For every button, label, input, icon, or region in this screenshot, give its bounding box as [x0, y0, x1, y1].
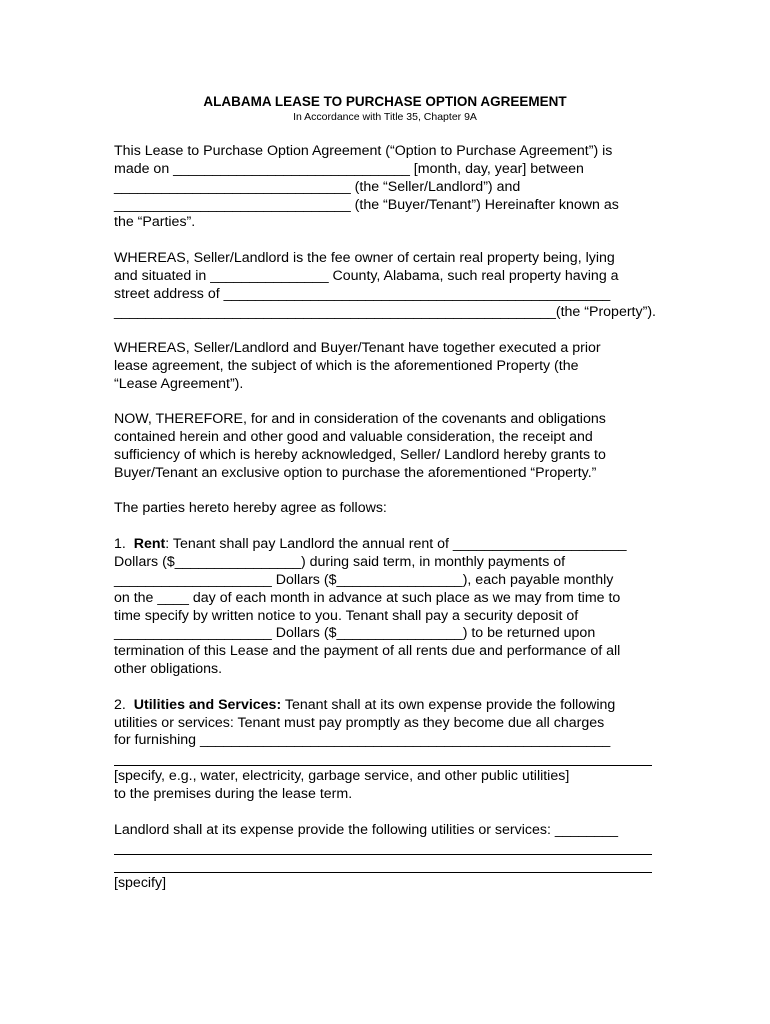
- whereas2-line: “Lease Agreement”).: [114, 376, 244, 392]
- intro-line: ______________________________ (the “Seller/Landlord”) and: [114, 179, 521, 195]
- rent-label: Rent: [133, 536, 166, 552]
- utilities-blank-rule: [114, 765, 652, 766]
- rent-number: 1.: [114, 536, 134, 552]
- intro-line: This Lease to Purchase Option Agreement (“Option to Purchase Agreement”) is: [114, 143, 613, 159]
- landlord-specify: [specify]: [114, 875, 167, 891]
- intro-line: ______________________________ (the “Buyer/Tenant”) Hereinafter known as: [114, 197, 619, 213]
- rent-text: : Tenant shall pay Landlord the annual rent of ______________________: [165, 536, 627, 552]
- utilities-text: Tenant shall at its own expense provide the following: [281, 697, 616, 713]
- landlord-utilities-line: Landlord shall at its expense provide the following utilities or services: ________: [114, 822, 618, 838]
- whereas1-line: street address of _________________________________________________: [114, 286, 611, 302]
- whereas1-line: ________________________________________________________(the “Property”).: [114, 304, 656, 320]
- now-therefore-line: sufficiency of which is hereby acknowledged, Seller/ Landlord hereby grants to: [114, 447, 606, 463]
- utilities-line: to the premises during the lease term.: [114, 786, 353, 802]
- agree-line: The parties hereto hereby agree as follows:: [114, 500, 387, 516]
- utilities-line: utilities or services: Tenant must pay promptly as they become due all charges: [114, 715, 605, 731]
- now-therefore-line: contained herein and other good and valuable consideration, the receipt and: [114, 429, 593, 445]
- utilities-label: Utilities and Services:: [133, 697, 282, 713]
- rent-line: [114, 535, 626, 553]
- rent-line: time specify by written notice to you. Tenant shall pay a security deposit of: [114, 608, 579, 624]
- document-subtitle: In Accordance with Title 35, Chapter 9A: [293, 111, 477, 123]
- intro-line: the “Parties”.: [114, 214, 196, 230]
- rent-line: other obligations.: [114, 661, 223, 677]
- rent-line: ____________________ Dollars ($________________) to be returned upon: [114, 625, 596, 641]
- utilities-line: [114, 696, 615, 714]
- utilities-line: [specify, e.g., water, electricity, garbage service, and other public utilities]: [114, 768, 570, 784]
- rent-line: ____________________ Dollars ($________________), each payable monthly: [114, 572, 614, 588]
- now-therefore-line: NOW, THEREFORE, for and in consideration of the covenants and obligations: [114, 411, 606, 427]
- rent-line: termination of this Lease and the payment of all rents due and performance of all: [114, 643, 621, 659]
- whereas1-line: WHEREAS, Seller/Landlord is the fee owner of certain real property being, lying: [114, 250, 615, 266]
- landlord-blank-rule: [114, 854, 652, 855]
- rent-line: Dollars ($________________) during said term, in monthly payments of: [114, 554, 566, 570]
- utilities-line: for furnishing ____________________________________________________: [114, 732, 611, 748]
- utilities-number: 2.: [114, 697, 134, 713]
- document-title: ALABAMA LEASE TO PURCHASE OPTION AGREEMENT: [203, 94, 567, 109]
- intro-line: made on ______________________________ [month, day, year] between: [114, 161, 584, 177]
- whereas2-line: WHEREAS, Seller/Landlord and Buyer/Tenant have together executed a prior: [114, 340, 601, 356]
- rent-line: on the ____ day of each month in advance at such place as we may from time to: [114, 590, 621, 606]
- whereas1-line: and situated in _______________ County, Alabama, such real property having a: [114, 268, 619, 284]
- now-therefore-line: Buyer/Tenant an exclusive option to purchase the aforementioned “Property.”: [114, 465, 597, 481]
- whereas2-line: lease agreement, the subject of which is the aforementioned Property (the: [114, 358, 579, 374]
- landlord-blank-rule: [114, 872, 652, 873]
